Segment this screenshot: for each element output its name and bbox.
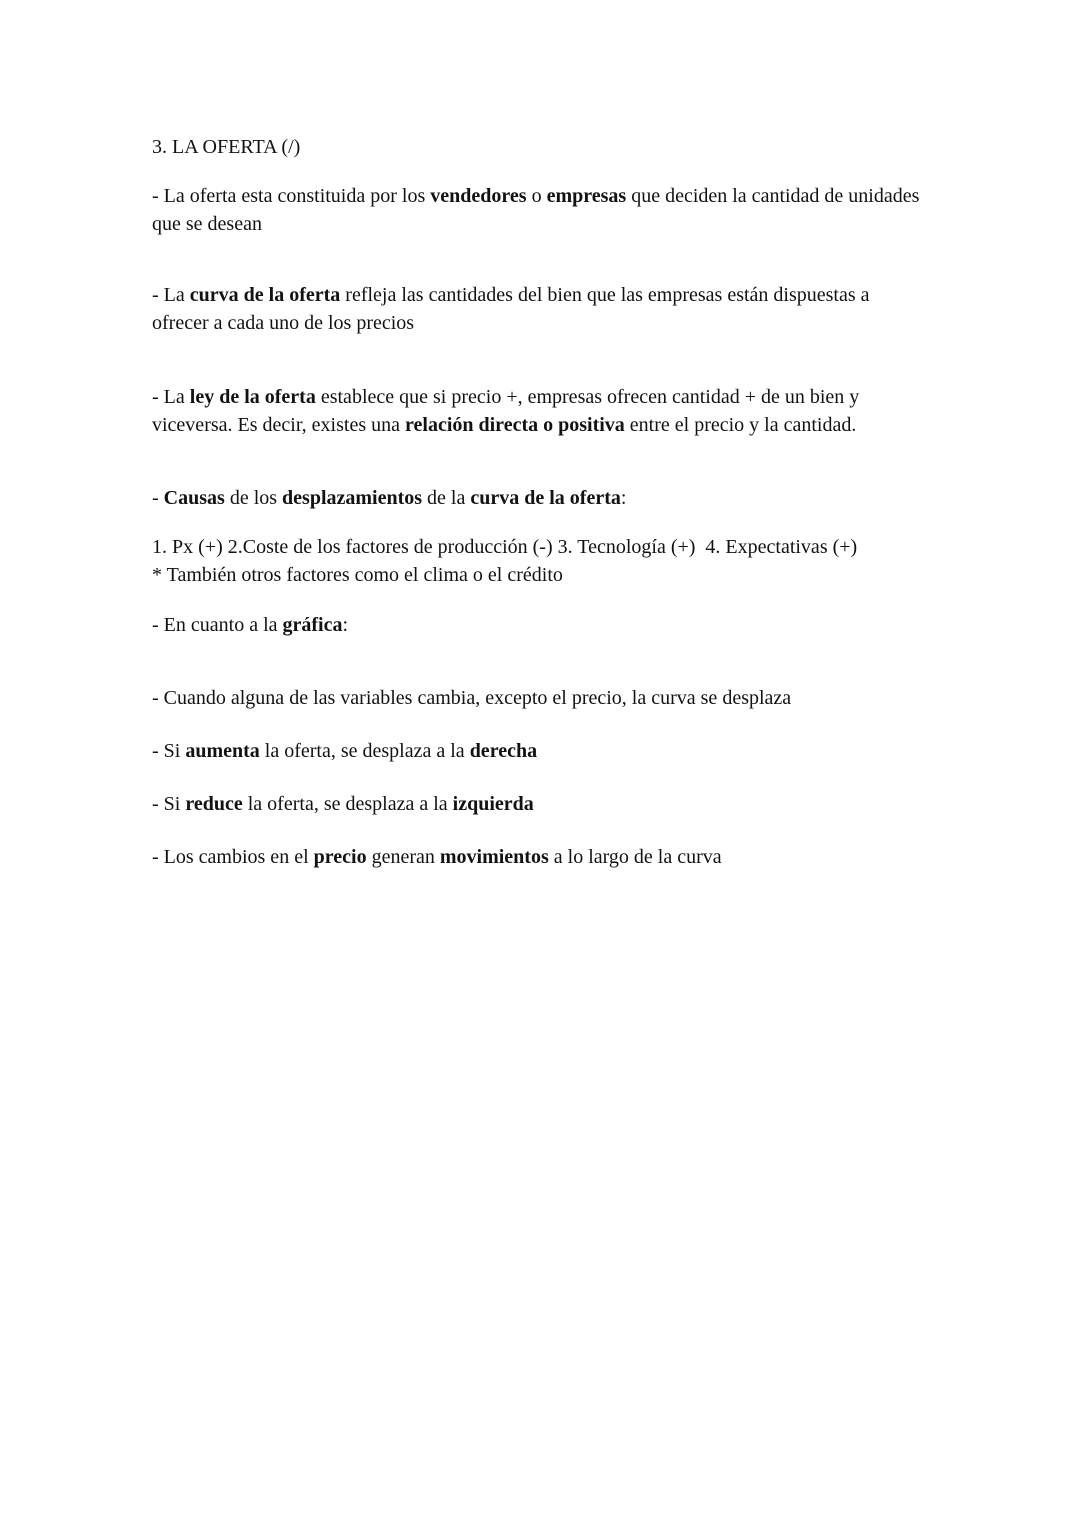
paragraph-price-movements: - Los cambios en el precio generan movimientos a lo largo de la curva [152,846,722,868]
paragraph-shift-causes-heading: - Causas de los desplazamientos de la curva de la oferta: [152,487,627,509]
paragraph-supply-curve: - La curva de la oferta refleja las cantidades del bien que las empresas están dispuestas a ofrecer a cada uno de los precios [152,284,875,334]
paragraph-shift-causes-note: * También otros factores como el clima o el crédito [152,564,563,586]
paragraph-graph-heading: - En cuanto a la gráfica: [152,614,349,636]
paragraph-law-of-supply: - La ley de la oferta establece que si precio +, empresas ofrecen cantidad + de un bien y viceversa. Es decir, existes una relación directa o positiva entre el precio y la cantidad. [152,386,865,436]
paragraph-curve-shift-rule: - Cuando alguna de las variables cambia, excepto el precio, la curva se desplaza [152,687,792,709]
paragraph-supply-increase: - Si aumenta la oferta, se desplaza a la derecha [152,740,538,762]
paragraph-supply-definition: - La oferta esta constituida por los vendedores o empresas que deciden la cantidad de unidades que se desean [152,185,925,235]
paragraph-supply-decrease: - Si reduce la oferta, se desplaza a la izquierda [152,793,534,815]
paragraph-shift-causes-list: 1. Px (+) 2.Coste de los factores de producción (-) 3. Tecnología (+) 4. Expectativas (+) [152,536,858,558]
document-title: 3. LA OFERTA (/) [152,136,301,158]
